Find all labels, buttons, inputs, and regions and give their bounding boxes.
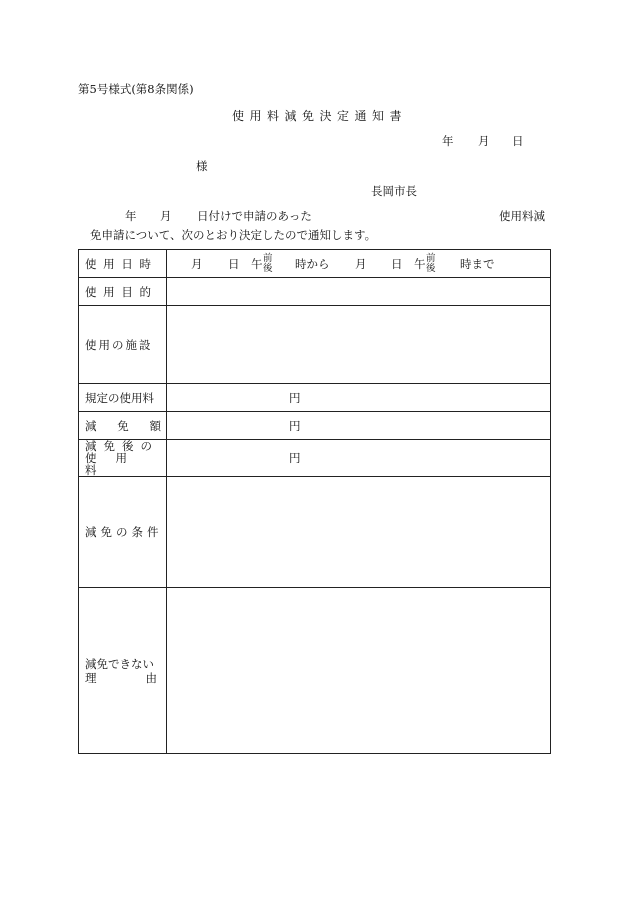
fee-after-reduction-value [167,440,551,477]
usage-purpose-value [167,278,551,306]
yen-unit: 円 [289,390,301,405]
body-day-text: 日付けで申請のあった [197,209,312,223]
ampm2: 午 [414,256,426,271]
issue-year: 年 [442,134,454,148]
label-cell [79,384,167,412]
usage-datetime-value [167,250,551,278]
row-usage-datetime [79,250,551,278]
form-table [78,249,551,754]
label-cell [79,588,167,754]
label-cell [79,440,167,477]
label-cell [79,477,167,588]
addressee-suffix: 様 [196,159,208,173]
day1: 日 [228,256,240,271]
facility-label: 使用の施設 [85,337,153,352]
ampm2-stack: 前 後 [426,252,436,274]
usage-datetime-label: 使 用 日 時 [85,256,151,271]
label-cell [79,412,167,440]
row-reason-denied [79,588,551,754]
form-number: 第5号様式(第8条関係) [78,82,194,96]
row-usage-purpose [79,278,551,306]
standard-fee-value [167,384,551,412]
usage-purpose-label: 使 用 目 的 [85,284,151,299]
reason-label-line2: 理 由 [85,670,157,685]
label-cell [79,278,167,306]
conditions-label: 減免の条件 [85,525,163,539]
month1: 月 [191,256,203,271]
ampm1: 午 [251,256,263,271]
label-cell [79,250,167,278]
yen-unit: 円 [289,451,301,465]
reason-denied-value [167,588,551,754]
body-line2: 免申請について、次のとおり決定したので通知します。 [90,228,377,242]
issuer-name: 長岡市長 [371,184,417,198]
row-standard-fee [79,384,551,412]
row-fee-after-reduction [79,440,551,477]
body-month: 月 [160,209,172,223]
label-cell [79,306,167,384]
until-text: 時まで [460,256,495,271]
row-facility [79,306,551,384]
body-year: 年 [125,209,137,223]
from-text: 時から [295,256,330,271]
document-title: 使用料減免決定通知書 [232,109,408,123]
reason-label-line1: 減免できない [85,656,154,671]
conditions-value [167,477,551,588]
facility-value [167,306,551,384]
row-reduction-amount [79,412,551,440]
fee-after-label-line1: 減免後の [85,439,159,453]
fee-after-label-line2: 使用料 [85,451,146,477]
issue-month: 月 [478,134,490,148]
row-conditions [79,477,551,588]
day2: 日 [391,256,403,271]
month2: 月 [355,256,367,271]
issue-day: 日 [512,134,524,148]
reduction-amount-value [167,412,551,440]
ampm1-stack: 前 後 [263,252,273,274]
reduction-amount-label: 減 免 額 [85,418,161,433]
yen-unit: 円 [289,418,301,433]
body-tail: 使用料減 [499,209,545,223]
standard-fee-label: 規定の使用料 [85,390,154,405]
